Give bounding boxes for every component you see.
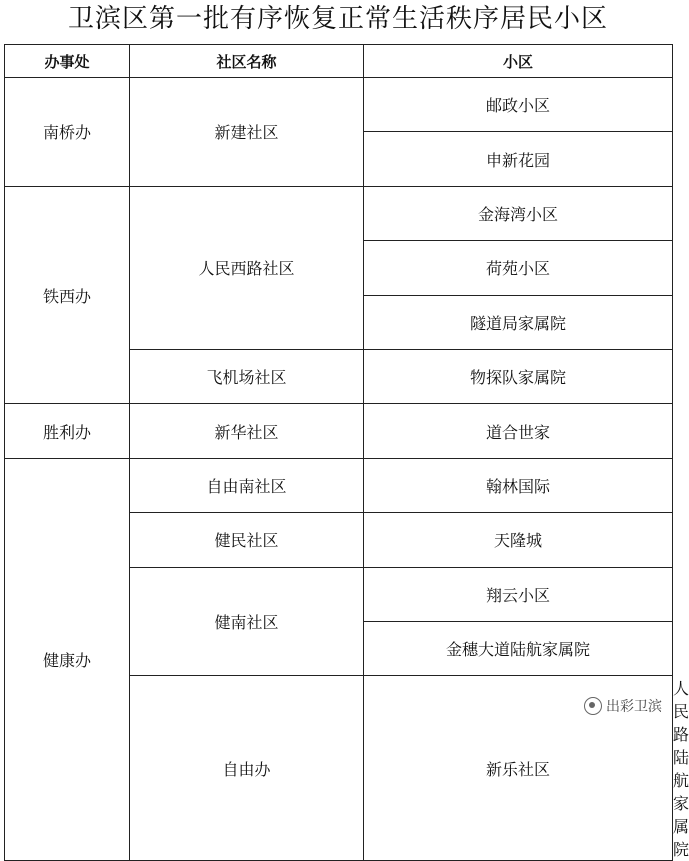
estate-cell: 天隆城: [364, 513, 673, 567]
wechat-logo-icon: [584, 697, 602, 715]
column-header-office: 办事处: [5, 45, 130, 78]
table-header-row: [5, 45, 673, 78]
office-cell: 胜利办: [5, 404, 130, 458]
community-cell: 健南社区: [130, 567, 364, 676]
estate-cell: 隧道局家属院: [364, 295, 673, 349]
estate-cell: 荷苑小区: [364, 241, 673, 295]
estate-cell: 翰林国际: [364, 458, 673, 512]
residential-table: [4, 44, 689, 861]
watermark: [584, 696, 662, 716]
estate-cell: 申新花园: [364, 132, 673, 186]
office-cell: 自由办: [130, 676, 364, 861]
table-row: [5, 404, 673, 458]
office-cell: 健康办: [5, 458, 130, 861]
estate-cell: 翔云小区: [364, 567, 673, 621]
estate-cell: 物探队家属院: [364, 349, 673, 403]
column-header-estate: 小区: [364, 45, 673, 78]
community-cell: 自由南社区: [130, 458, 364, 512]
community-cell: 飞机场社区: [130, 349, 364, 403]
community-cell: 新乐社区: [364, 676, 673, 861]
page-title: 卫滨区第一批有序恢复正常生活秩序居民小区: [67, 4, 608, 34]
estate-cell: 邮政小区: [364, 78, 673, 132]
estate-cell: 道合世家: [364, 404, 673, 458]
watermark-text: 出彩卫滨: [606, 699, 662, 715]
office-cell: 铁西办: [5, 186, 130, 404]
table-row: [5, 186, 673, 240]
community-cell: 新华社区: [130, 404, 364, 458]
estate-cell: 金穗大道陆航家属院: [364, 621, 673, 675]
estate-cell: 金海湾小区: [364, 186, 673, 240]
table-row: [5, 458, 673, 512]
office-cell: 南桥办: [5, 78, 130, 187]
table-row: 自由办 新乐社区 人民路陆航家属院: [5, 676, 673, 861]
table-row: [5, 78, 673, 132]
community-cell: 人民西路社区: [130, 186, 364, 349]
community-cell: 健民社区: [130, 513, 364, 567]
community-cell: 新建社区: [130, 78, 364, 187]
column-header-community: 社区名称: [130, 45, 364, 78]
